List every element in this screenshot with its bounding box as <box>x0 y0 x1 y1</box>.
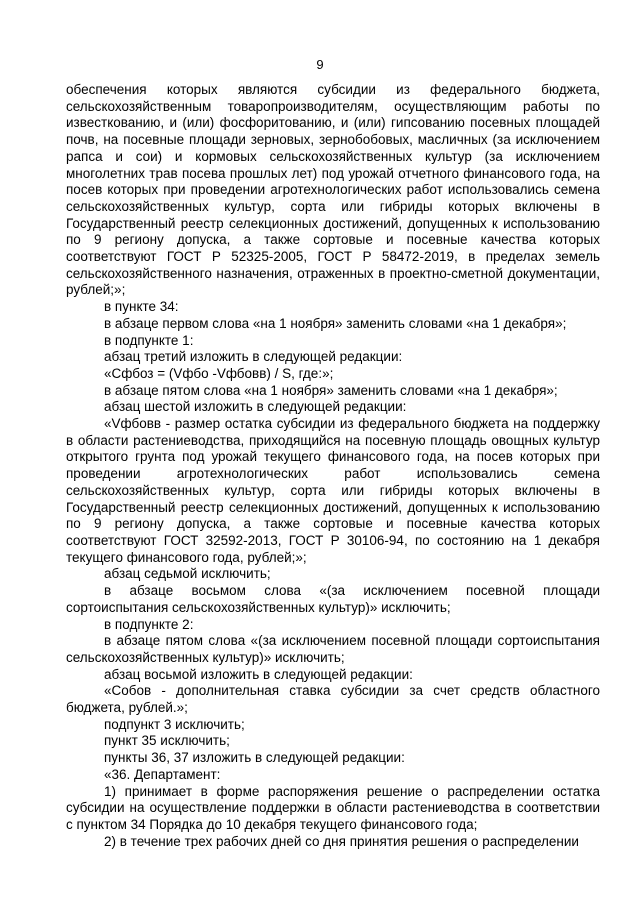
paragraph: в абзаце пятом слова «(за исключением посевной площади сортоиспытания сельскохозяйственных культур)» исключить; <box>66 633 600 665</box>
paragraph: абзац шестой изложить в следующей редакции: <box>104 399 407 415</box>
paragraph: в подпункте 1: <box>104 332 194 348</box>
paragraph: «Vфбовв - размер остатка субсидии из федерального бюджета на поддержку в области растениеводства, приходящийся на посевную площадь овощных культур открытого грунта под урожай текущего финансового года, на посев которых при проведении агротехнологических работ использовались семена сельскохозяйственных культур, сорта или гибриды которых включены в Государственный реестр селекционных достижений, допущенных к использованию по 9 региону допуска, а также сортовые и посевные качества которых соответствуют ГОСТ 32592-2013, ГОСТ Р 30106-94, по состоянию на 1 декабря текущего финансового года, рублей;»; <box>66 416 600 565</box>
page-number: 9 <box>316 57 324 72</box>
document-body <box>66 82 600 850</box>
paragraph: абзац восьмой изложить в следующей редакции: <box>104 666 413 682</box>
paragraph: в абзаце пятом слова «на 1 ноября» заменить словами «на 1 декабря»; <box>104 382 558 398</box>
paragraph: в подпункте 2: <box>104 616 194 632</box>
paragraph: «Собов - дополнительная ставка субсидии за счет средств областного бюджета, рублей.»; <box>66 683 600 716</box>
paragraph: «Сфбоз = (Vфбо -Vфбовв) / S, где:»; <box>104 365 334 381</box>
paragraph: подпункт 3 исключить; <box>104 716 245 732</box>
paragraph: в пункте 34: <box>104 299 179 315</box>
paragraph: «36. Департамент: <box>104 766 221 782</box>
paragraph: обеспечения которых являются субсидии из федерального бюджета, сельскохозяйственным товаропроизводителям, осуществляющим работы по известкованию, и (или) фосфоритованию, и (или) гипсованию посевных площадей почв, на посевные площади зерновых, зернобобовых, масличных (за исключением рапса и сои) и кормовых сельскохозяйственных культур (за исключением многолетних трав посева прошлых лет) под урожай отчетного финансового года, на посев которых при проведении агротехнологических работ использовались семена сельскохозяйственных культур, сорта или гибриды которых включены в Государственный реестр селекционных достижений, допущенных к использованию по 9 региону допуска, а также сортовые и посевные качества которых соответствуют ГОСТ Р 52325-2005, ГОСТ Р 58472-2019, в пределах земель сельскохозяйственного назначения, отраженных в проектно-сметной документации, рублей;»; <box>66 82 600 298</box>
paragraph: 1) принимает в форме распоряжения решение о распределении остатка субсидии на осуществление поддержки в области растениеводства в соответствии с пунктом 34 Порядка до 10 декабря текущего финансового года; <box>66 783 600 832</box>
paragraph: абзац седьмой исключить; <box>104 566 271 582</box>
paragraph: в абзаце восьмом слова «(за исключением посевной площади сортоиспытания сельскохозяйственных культур)» исключить; <box>66 583 600 615</box>
paragraph: 2) в течение трех рабочих дней со дня принятия решения о распределении <box>104 833 579 849</box>
paragraph: в абзаце первом слова «на 1 ноября» заменить словами «на 1 декабря»; <box>104 315 567 331</box>
paragraph: абзац третий изложить в следующей редакции: <box>104 349 403 365</box>
paragraph: пункты 36, 37 изложить в следующей редакции: <box>104 750 405 766</box>
paragraph: пункт 35 исключить; <box>104 733 230 749</box>
